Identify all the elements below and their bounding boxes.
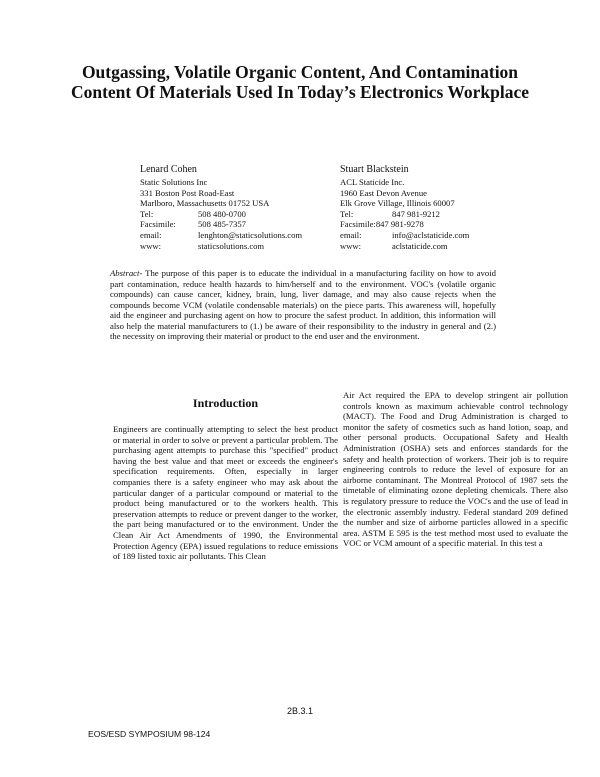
fax-value: 847 981-9278 [375, 219, 424, 230]
author-address-line2: Marlboro, Massachusetts 01752 USA [140, 198, 270, 209]
fax-label: Facsimile: [340, 219, 376, 230]
www-value: staticsolutions.com [198, 240, 265, 251]
author-email-row [140, 230, 302, 241]
section-heading: Introduction [192, 396, 259, 410]
page-number: 2B.3.1 [286, 706, 314, 716]
author-block-cohen [140, 164, 302, 251]
email-label: email: [140, 229, 162, 240]
fax-label: Facsimile: [140, 219, 176, 230]
email-label: email: [340, 229, 362, 240]
author-name: Lenard Cohen [140, 164, 197, 175]
author-fax-row [140, 219, 302, 230]
author-tel-row [340, 209, 469, 220]
author-address-line2: Elk Grove Village, Illinois 60007 [340, 198, 455, 209]
intro-paragraph-left: Engineers are continually attempting to select the best product or material in order to solve or prevent a particular problem. The purchasing agent attempts to purchase this "specified" product having the best value and that meet or exceeds the engineer's specification requirements. Often, especially in larger companies there is a safety engineer who may ask about the particular danger of a particular compound or material to the product being manufactured or to the workers health. This preservation attempts to reduce or prevent danger to the worker, the part being manufactured or to the environment. Under the Clean Air Act Amendments of 1990, the Environmental Protection Agency (EPA) issued regulations to reduce emissions of 189 listed toxic air pollutants. This Clean [113, 424, 338, 562]
www-label: www: [140, 240, 162, 251]
paper-title: Outgassing, Volatile Organic Content, And Contamination Content Of Materials Used In Today’s Electronics Workplace [70, 62, 530, 102]
author-email-row [340, 230, 469, 241]
www-value: aclstaticide.com [392, 240, 448, 251]
author-name: Stuart Blackstein [340, 164, 409, 175]
right-column [343, 390, 568, 549]
abstract-text: - The purpose of this paper is to educate the individual in a manufacturing facility on how to avoid part contamination, reduce health hazards to him/herself and to the environment. VOC's (volatile organic compounds) can cause cancer, kidney, brain, lung, liver damage, and may also cause rejects when the compounds become VCM (volatile condensable materials) on the piece parts. This awareness will, hopefully aid the engineer and purchasing agent on how to procure the safest product. In addition, this information will also help the material manufacturers to (1.) be aware of their responsibility to the industry in general and (2.) the necessity on improving their material or product to the end user and the environment. [110, 268, 496, 341]
author-www-row [340, 241, 469, 252]
author-org: Static Solutions Inc [140, 177, 208, 187]
author-org: ACL Staticide Inc. [340, 177, 405, 187]
author-address-line1: 1960 East Devon Avenue [340, 187, 427, 198]
tel-label: Tel: [140, 208, 154, 219]
tel-label: Tel: [340, 208, 354, 219]
abstract [110, 268, 496, 342]
abstract-lead: Abstract [110, 268, 140, 278]
left-column [113, 390, 338, 562]
intro-paragraph-right: Air Act required the EPA to develop stringent air pollution controls known as maximum achievable control technology (MACT). The Food and Drug Administration is charged to monitor the safety of cosmetics such as hand lotion, soap, and other personal products. Occupational Safety and Health Administration (OSHA) sets and enforces standards for the safety and health protection of workers. Their job is to require engineering controls to reduce the level of exposure for an airborne contaminant. The Montreal Protocol of 1987 sets the timetable of eliminating ozone depleting chemicals. There also is regulatory pressure to reduce the VOC's and the use of lead in the electronic assembly industry. Federal standard 209 defined the number and size of airborne particles allowed in a specific area. ASTM E 595 is the test method most used to evaluate the VOC or VCM amount of a specific material. In this test a [343, 390, 568, 549]
tel-value: 847 981-9212 [392, 208, 440, 219]
tel-value: 508 480-0700 [198, 208, 246, 219]
email-value: info@aclstaticide.com [392, 229, 470, 240]
author-tel-row [140, 209, 302, 220]
author-block-blackstein [340, 164, 469, 251]
author-www-row [140, 241, 302, 252]
author-fax-row [340, 219, 469, 230]
fax-value: 508 485-7357 [198, 219, 246, 230]
www-label: www: [340, 240, 362, 251]
footer-label: EOS/ESD SYMPOSIUM 98-124 [88, 729, 211, 739]
email-value: lenghton@staticsolutions.com [198, 229, 303, 240]
author-address-line1: 331 Boston Post Road-East [140, 187, 235, 198]
